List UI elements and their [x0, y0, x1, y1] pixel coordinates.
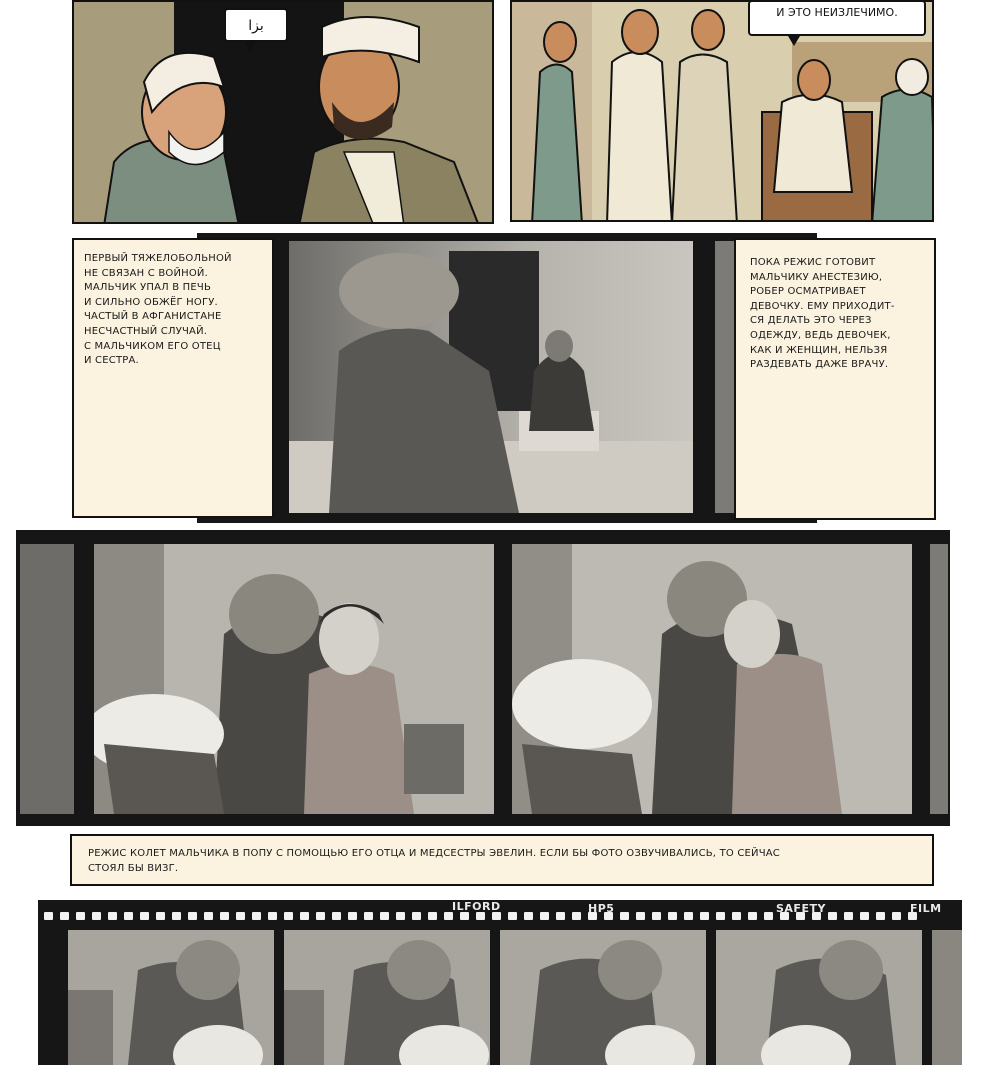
- caption-line: НЕ СВЯЗАН С ВОЙНОЙ.: [84, 267, 208, 279]
- film-brand-mark: ILFORD: [452, 900, 501, 913]
- film-type-mark: HP5: [588, 902, 615, 915]
- caption-line: И СИЛЬНО ОБЖЁГ НОГУ.: [84, 296, 218, 308]
- speech-bubble-tail: [788, 36, 800, 46]
- caption-line: СЯ ДЕЛАТЬ ЭТО ЧЕРЕЗ: [750, 315, 872, 327]
- photo-doctor-examination: [289, 241, 693, 513]
- photo-content: [94, 544, 494, 814]
- photo-injection-frame-1: [68, 930, 274, 1065]
- film-type-label: FILM: [910, 902, 942, 915]
- caption-line: МАЛЬЧИКУ АНЕСТЕЗИЮ,: [750, 271, 883, 283]
- caption-box-wide: [70, 834, 934, 886]
- photo-content: [289, 241, 693, 513]
- photo-injection-frame-4: [716, 930, 922, 1065]
- caption-line: СТОЯЛ БЫ ВИЗГ.: [88, 863, 179, 874]
- caption-line: И СЕСТРА.: [84, 355, 139, 367]
- photo-injection-frame-2: [284, 930, 490, 1065]
- caption-line: РАЗДЕВАТЬ ДАЖЕ ВРАЧУ.: [750, 359, 889, 371]
- photo-injection-frame-3: [500, 930, 706, 1065]
- film-strip-wide: [16, 530, 950, 826]
- comic-panel-top-right: [510, 0, 934, 222]
- film-strip-bottom: [38, 900, 962, 1065]
- film-strip-middle: [197, 233, 817, 523]
- caption-line: КАК И ЖЕНЩИН, НЕЛЬЗЯ: [750, 344, 888, 356]
- photo-content: [284, 930, 490, 1065]
- speech-bubble-tail: [244, 42, 256, 52]
- photo-girl-exam-frame-2: [512, 544, 912, 814]
- photo-partial-frame-right: [930, 544, 948, 814]
- photo-girl-exam-frame-1: [94, 544, 494, 814]
- caption-box-left: [72, 238, 274, 518]
- photo-partial-frame-bottom: [932, 930, 962, 1065]
- photo-content: [512, 544, 912, 814]
- comic-panel-top-left: [72, 0, 494, 224]
- caption-box-right: [734, 238, 936, 520]
- caption-line: ОДЕЖДУ, ВЕДЬ ДЕВОЧЕК,: [750, 329, 891, 341]
- caption-line: ПЕРВЫЙ ТЯЖЕЛОБОЛЬНОЙ: [84, 253, 232, 264]
- speech-bubble-right: И ЭТО НЕИЗЛЕЧИМО.: [748, 0, 926, 36]
- photo-content: [500, 930, 706, 1065]
- photo-content: [716, 930, 922, 1065]
- speech-bubble-left: ﺑﺰﺍ: [224, 8, 288, 42]
- caption-line: РОБЕР ОСМАТРИВАЕТ: [750, 286, 866, 298]
- film-safety-mark: SAFETY: [776, 902, 826, 915]
- caption-line: ПОКА РЕЖИС ГОТОВИТ: [750, 257, 876, 268]
- caption-line: ДЕВОЧКУ. ЕМУ ПРИХОДИТ-: [750, 300, 895, 312]
- photo-partial-frame-left: [20, 544, 74, 814]
- caption-line: С МАЛЬЧИКОМ ЕГО ОТЕЦ: [84, 340, 221, 352]
- caption-line: МАЛЬЧИК УПАЛ В ПЕЧЬ: [84, 282, 212, 294]
- caption-line: НЕСЧАСТНЫЙ СЛУЧАЙ.: [84, 325, 208, 337]
- photo-content: [68, 930, 274, 1065]
- caption-line: РЕЖИС КОЛЕТ МАЛЬЧИКА В ПОПУ С ПОМОЩЬЮ ЕГО ОТЦА И МЕДСЕСТРЫ ЭВЕЛИН. ЕСЛИ БЫ ФОТО ОЗВУЧИВАЛИСЬ, ТО СЕЙЧАС: [88, 848, 780, 859]
- caption-line: ЧАСТЫЙ В АФГАНИСТАНЕ: [84, 311, 222, 323]
